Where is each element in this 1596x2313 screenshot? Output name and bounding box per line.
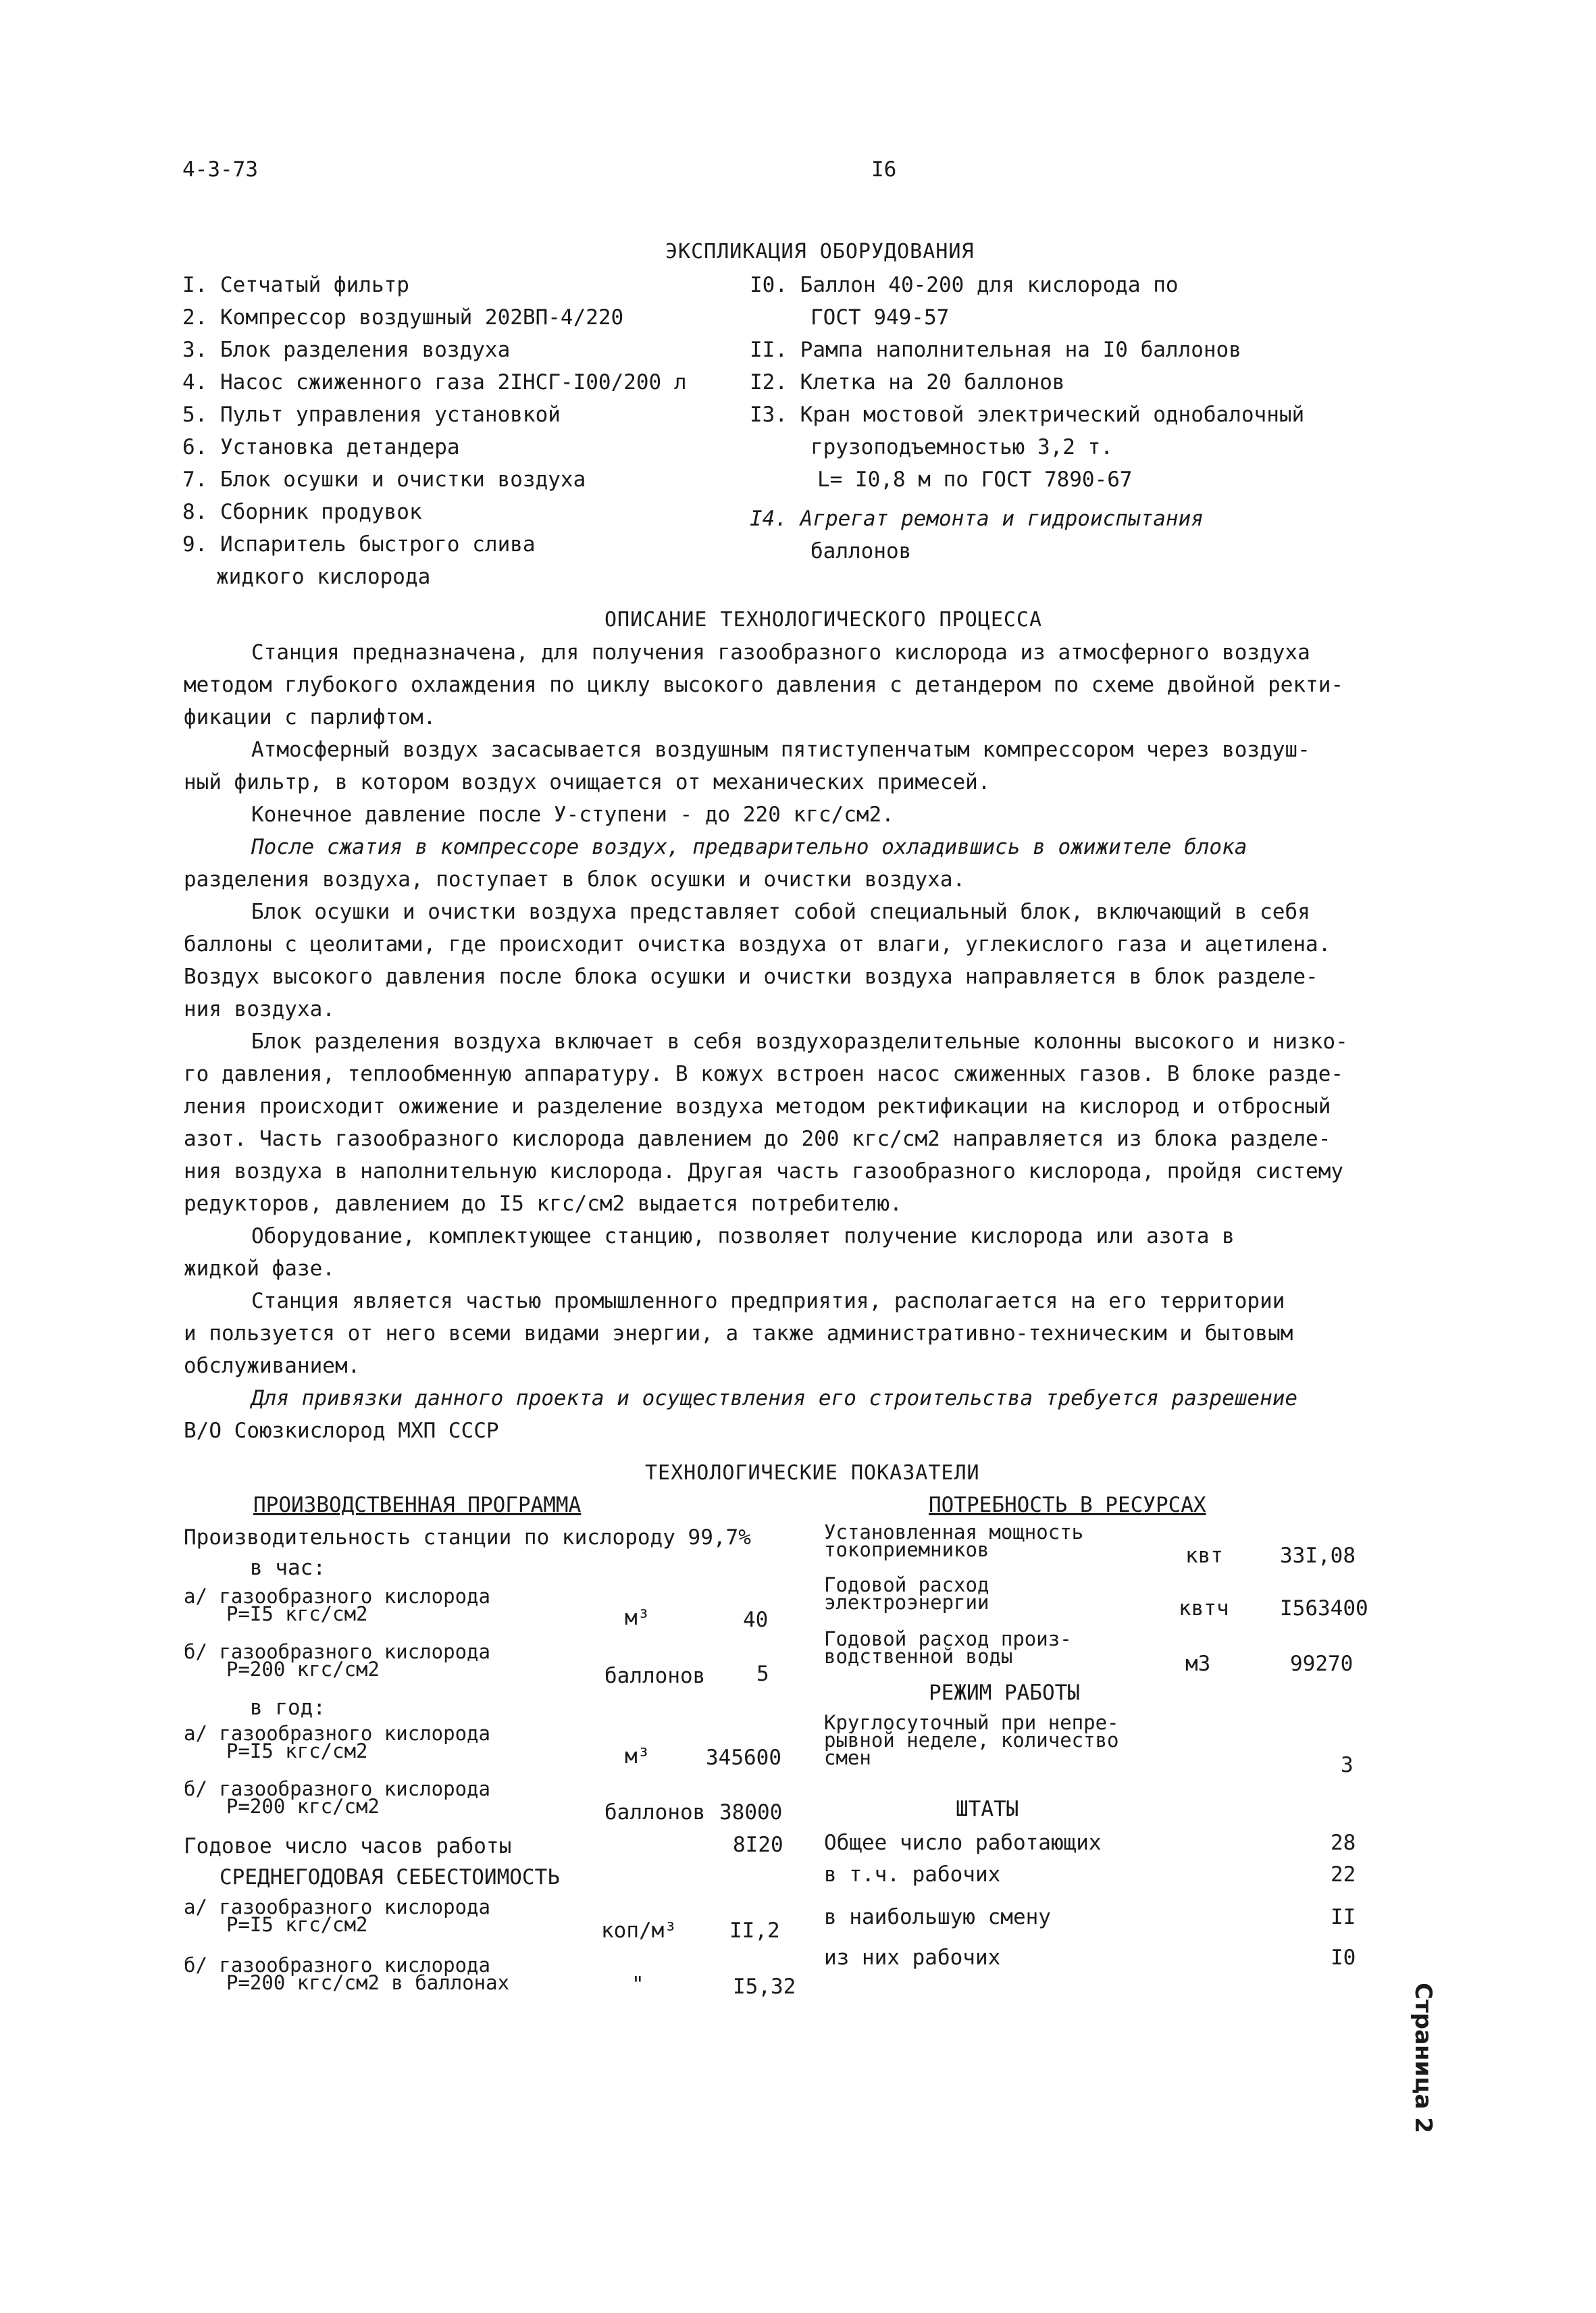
process-line: ления происходит ожижение и разделение воздуха методом ректификации на кислород и отбросный — [184, 1094, 1331, 1119]
staff-workers-label: в т.ч. рабочих — [824, 1862, 1001, 1887]
explication-item: I4. Агрегат ремонта и гидроиспытания — [750, 507, 1204, 531]
cost-a-line2: Р=I5 кгс/см2 — [226, 1913, 368, 1936]
explication-left-list — [182, 269, 687, 593]
work-mode-line2: рывной неделе, количество — [824, 1729, 1119, 1752]
work-mode-heading: РЕЖИМ РАБОТЫ — [929, 1681, 1080, 1705]
annual-hours-value: 8I20 — [733, 1833, 783, 1857]
explication-item: 9. Испаритель быстрого слива — [182, 532, 536, 557]
electricity-value: I563400 — [1280, 1596, 1368, 1621]
hour-a-unit: м³ — [625, 1606, 650, 1630]
explication-item-continuation: ГОСТ 949-57 — [810, 305, 950, 330]
per-year-label: в год: — [250, 1696, 326, 1720]
hour-b-line2: Р=200 кгс/см2 — [226, 1658, 380, 1681]
document-code: 4-3-73 — [182, 157, 258, 182]
explication-item-continuation: грузоподъемностью 3,2 т. — [810, 435, 1113, 459]
production-heading: ПРОИЗВОДСТВЕННАЯ ПРОГРАММА — [253, 1493, 582, 1517]
process-line: Блок осушки и очистки воздуха представляет собой специальный блок, включающий в себя — [251, 900, 1310, 924]
water-unit: м3 — [1185, 1652, 1211, 1676]
explication-item: 7. Блок осушки и очистки воздуха — [182, 467, 586, 492]
explication-item: I. Сетчатый фильтр — [182, 273, 409, 297]
year-a-unit: м³ — [625, 1744, 650, 1769]
process-line: Воздух высокого давления после блока осушки и очистки воздуха направляется в блок разделе- — [184, 965, 1318, 989]
process-title: ОПИСАНИЕ ТЕХНОЛОГИЧЕСКОГО ПРОЦЕССА — [604, 608, 1043, 632]
explication-item: I2. Клетка на 20 баллонов — [750, 370, 1065, 395]
process-line: Станция предназначена, для получения газообразного кислорода из атмосферного воздуха — [251, 640, 1310, 665]
per-hour-label: в час: — [250, 1556, 326, 1580]
process-line: обслуживанием. — [184, 1354, 361, 1378]
process-line: Для привязки данного проекта и осуществления его строительства требуется разрешение — [251, 1386, 1298, 1410]
explication-item: 2. Компрессор воздушный 202ВП-4/220 — [182, 305, 624, 330]
cost-b-value: I5,32 — [733, 1975, 796, 1999]
staff-shift-value: II — [1331, 1905, 1356, 1929]
explication-item: II. Рампа наполнительная на I0 баллонов — [750, 338, 1241, 362]
work-mode-line1: Круглосуточный при непре- — [824, 1711, 1119, 1734]
explication-item: 8. Сборник продувок — [182, 500, 422, 524]
year-b-value: 38000 — [719, 1800, 783, 1825]
explication-item: 3. Блок разделения воздуха — [182, 338, 511, 362]
hour-a-line2: Р=I5 кгс/см2 — [226, 1602, 368, 1625]
process-line: В/О Союзкислород МХП СССР — [184, 1419, 499, 1443]
explication-title: ЭКСПЛИКАЦИЯ ОБОРУДОВАНИЯ — [665, 240, 975, 263]
explication-item: I0. Баллон 40-200 для кислорода по — [750, 273, 1179, 297]
cost-a-value: II,2 — [729, 1918, 780, 1943]
hour-a-value: 40 — [743, 1608, 769, 1632]
explication-item-continuation: баллонов — [810, 539, 912, 563]
year-b-unit: баллонов — [604, 1800, 706, 1825]
process-line: После сжатия в компрессоре воздух, предварительно охладившись в ожижителе блока — [251, 835, 1247, 859]
explication-item-continuation: L= I0,8 м по ГОСТ 7890-67 — [817, 467, 1133, 492]
process-line: разделения воздуха, поступает в блок осушки и очистки воздуха. — [184, 867, 966, 892]
resources-heading: ПОТРЕБНОСТЬ В РЕСУРСАХ — [929, 1493, 1206, 1517]
cost-b-unit: " — [632, 1973, 644, 1997]
indicators-title: ТЕХНОЛОГИЧЕСКИЕ ПОКАЗАТЕЛИ — [645, 1461, 980, 1485]
process-line: ния воздуха. — [184, 997, 335, 1021]
explication-item: 4. Насос сжиженного газа 2IНСГ-I00/200 л — [182, 370, 687, 395]
staff-total-label: Общее число работающих — [824, 1831, 1102, 1855]
process-line: Блок разделения воздуха включает в себя воздухоразделительные колонны высокого и низко- — [251, 1030, 1348, 1054]
year-a-line2: Р=I5 кгс/см2 — [226, 1739, 368, 1762]
page-number: I6 — [871, 157, 897, 182]
staff-shift-workers-label: из них рабочих — [824, 1946, 1001, 1970]
staff-heading: ШТАТЫ — [956, 1797, 1019, 1821]
hour-b-value: 5 — [756, 1662, 769, 1686]
process-description — [184, 636, 1420, 1447]
process-line: редукторов, давлением до I5 кгс/см2 выдается потребителю. — [184, 1192, 902, 1216]
power-line1: Установленная мощность — [824, 1521, 1084, 1544]
hour-b-unit: баллонов — [604, 1664, 706, 1688]
process-line: го давления, теплообменную аппаратуру. В кожух встроен насос сжиженных газов. В блоке разде- — [184, 1062, 1344, 1086]
year-b-line1: б/ газообразного кислорода — [184, 1777, 490, 1800]
power-line2: токоприемников — [824, 1538, 989, 1561]
annual-hours-label: Годовое число часов работы — [184, 1834, 512, 1858]
work-mode-line3: смен — [824, 1746, 871, 1769]
cost-heading: СРЕДНЕГОДОВАЯ СЕБЕСТОИМОСТЬ — [220, 1865, 560, 1889]
staff-workers-value: 22 — [1331, 1862, 1356, 1887]
power-value: 33I,08 — [1280, 1544, 1356, 1568]
water-line2: водственной воды — [824, 1645, 1013, 1668]
cost-a-unit: коп/м³ — [601, 1918, 677, 1943]
explication-item: 5. Пульт управления установкой — [182, 403, 561, 427]
process-line: ный фильтр, в котором воздух очищается от механических примесей. — [184, 770, 991, 794]
explication-item-continuation: жидкого кислорода — [216, 565, 431, 589]
explication-item: I3. Кран мостовой электрический однобалочный — [750, 403, 1305, 427]
staff-total-value: 28 — [1331, 1831, 1356, 1855]
power-unit: квт — [1185, 1544, 1223, 1568]
explication-item: 6. Установка детандера — [182, 435, 460, 459]
cost-a-line1: а/ газообразного кислорода — [184, 1896, 490, 1918]
side-page-label: Страница 2 — [1410, 1983, 1437, 2133]
staff-shift-workers-value: I0 — [1331, 1946, 1356, 1970]
process-line: и пользуется от него всеми видами энергии, а также административно-техническим и бытовым — [184, 1321, 1293, 1346]
cost-b-line1: б/ газообразного кислорода — [184, 1954, 490, 1977]
electricity-line1: Годовой расход — [824, 1573, 989, 1596]
explication-right-list — [750, 269, 1304, 567]
electricity-line2: электроэнергии — [824, 1591, 989, 1614]
capacity-label: Производительность станции по кислороду 99,7% — [184, 1525, 751, 1550]
staff-shift-label: в наибольшую смену — [824, 1905, 1051, 1929]
electricity-unit: квтч — [1179, 1596, 1229, 1621]
hour-a-line1: а/ газообразного кислорода — [184, 1585, 490, 1608]
year-a-value: 345600 — [706, 1746, 781, 1770]
year-b-line2: Р=200 кгс/см2 — [226, 1795, 380, 1818]
process-line: Конечное давление после У-ступени - до 220 кгс/см2. — [251, 803, 894, 827]
process-line: Станция является частью промышленного предприятия, располагается на его территории — [251, 1289, 1285, 1313]
process-line: методом глубокого охлаждения по циклу высокого давления с детандером по схеме двойной ректи- — [184, 673, 1344, 697]
work-mode-value: 3 — [1341, 1753, 1354, 1777]
cost-b-line2: Р=200 кгс/см2 в баллонах — [226, 1971, 510, 1994]
year-a-line1: а/ газообразного кислорода — [184, 1722, 490, 1745]
water-line1: Годовой расход произ- — [824, 1627, 1072, 1650]
process-line: Атмосферный воздух засасывается воздушным пятиступенчатым компрессором через воздуш- — [251, 738, 1310, 762]
process-line: азот. Часть газообразного кислорода давлением до 200 кгс/см2 направляется из блока разделе- — [184, 1127, 1331, 1151]
process-line: баллоны с цеолитами, где происходит очистка воздуха от влаги, углекислого газа и ацетилена. — [184, 932, 1331, 957]
process-line: фикации с парлифтом. — [184, 705, 436, 730]
process-line: Оборудование, комплектующее станцию, позволяет получение кислорода или азота в — [251, 1224, 1235, 1248]
process-line: жидкой фазе. — [184, 1256, 335, 1281]
hour-b-line1: б/ газообразного кислорода — [184, 1640, 490, 1663]
water-value: 99270 — [1290, 1652, 1354, 1676]
process-line: ния воздуха в наполнительную кислорода. Другая часть газообразного кислорода, пройдя систему — [184, 1159, 1344, 1184]
